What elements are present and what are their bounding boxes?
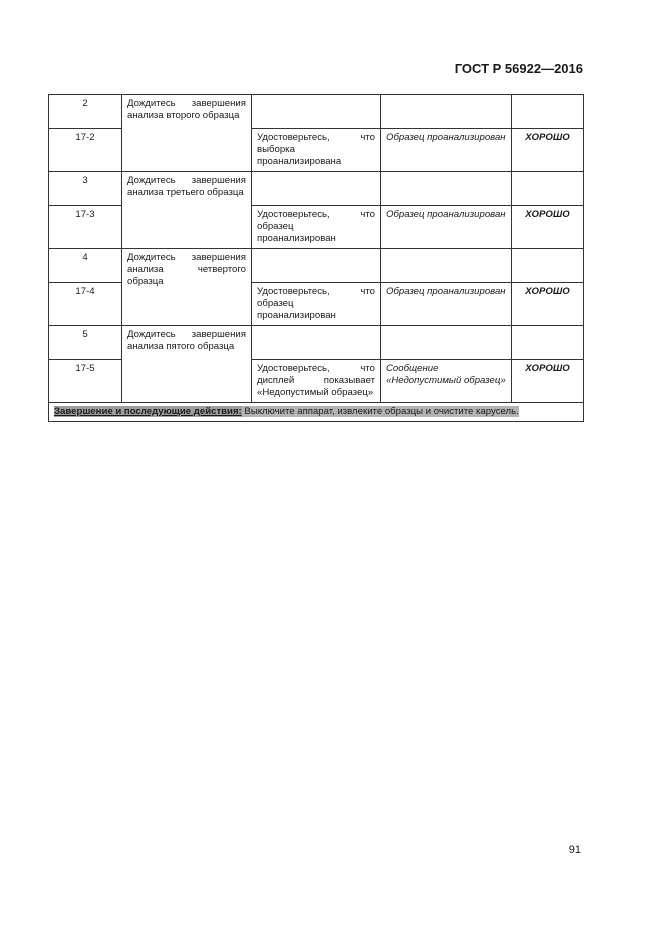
table-row xyxy=(49,249,584,283)
expected-result: Образец проанализирован xyxy=(381,129,512,172)
table-row xyxy=(49,172,584,206)
verdict-label: ХОРОШО xyxy=(512,360,584,403)
verify-text: Удостоверьтесь, что дисплей показывает «Недопустимый образец» xyxy=(252,360,381,403)
expected-result: Образец проанализирован xyxy=(381,283,512,326)
completion-cell xyxy=(49,403,584,422)
test-steps-table xyxy=(48,94,584,422)
step-id: 17-3 xyxy=(49,206,122,249)
step-id: 17-5 xyxy=(49,360,122,403)
action-number: 3 xyxy=(49,172,122,206)
step-id: 17-4 xyxy=(49,283,122,326)
completion-row xyxy=(49,403,584,422)
expected-result: Сообщение «Недопустимый образец» xyxy=(381,360,512,403)
verdict-label: ХОРОШО xyxy=(512,206,584,249)
verdict-label: ХОРОШО xyxy=(512,129,584,172)
verify-text: Удостоверьтесь, что образец проанализирован xyxy=(252,283,381,326)
page-number: 91 xyxy=(568,844,581,856)
table-row xyxy=(49,326,584,360)
step-id: 17-2 xyxy=(49,129,122,172)
action-number: 2 xyxy=(49,95,122,129)
action-text: Дождитесь завершения анализа четвертого образца xyxy=(122,249,252,326)
action-text: Дождитесь завершения анализа пятого образца xyxy=(122,326,252,403)
verify-text: Удостоверьтесь, что выборка проанализирована xyxy=(252,129,381,172)
table-row xyxy=(49,95,584,129)
completion-label: Завершение и последующие действия: xyxy=(54,406,242,417)
expected-result: Образец проанализирован xyxy=(381,206,512,249)
action-number: 5 xyxy=(49,326,122,360)
action-text: Дождитесь завершения анализа второго образца xyxy=(122,95,252,172)
verify-text: Удостоверьтесь, что образец проанализирован xyxy=(252,206,381,249)
action-text: Дождитесь завершения анализа третьего образца xyxy=(122,172,252,249)
completion-text: Выключите аппарат, извлеките образцы и очистите карусель. xyxy=(241,406,519,417)
document-id-header: ГОСТ Р 56922—2016 xyxy=(454,61,583,76)
action-number: 4 xyxy=(49,249,122,283)
verdict-label: ХОРОШО xyxy=(512,283,584,326)
